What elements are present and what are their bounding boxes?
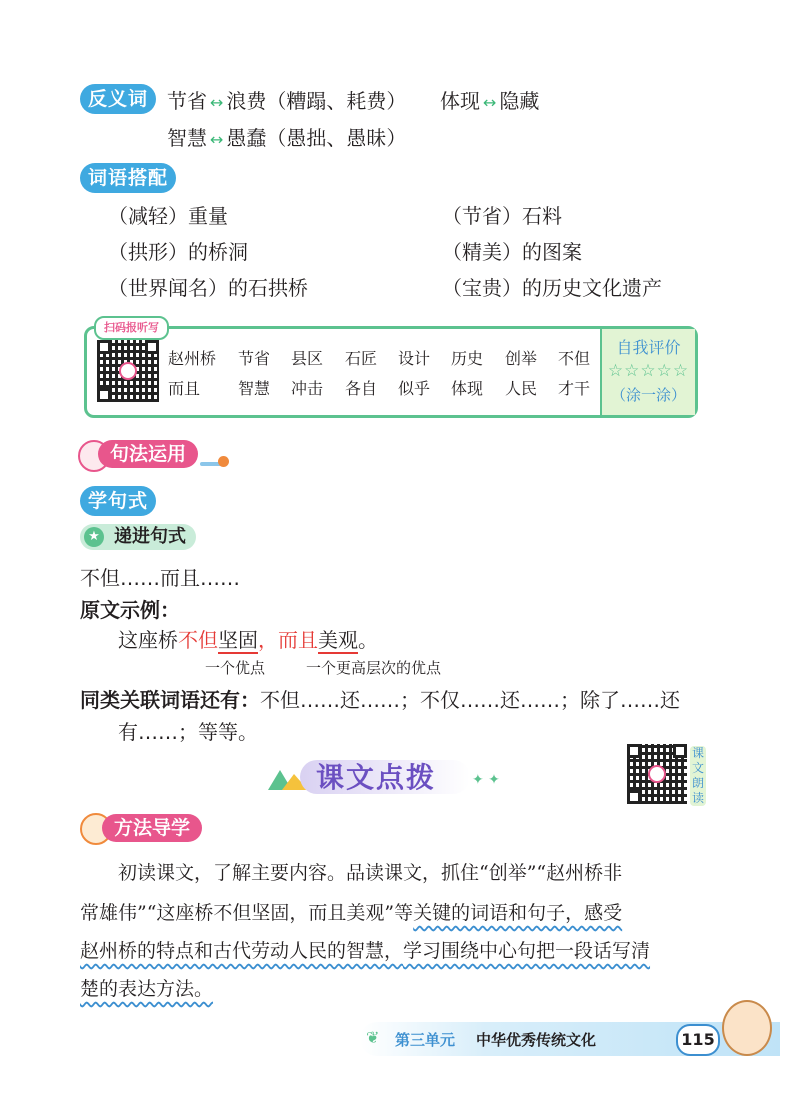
collocation-item: （精美）的图案 [442,240,582,264]
lesson-banner: 课文点拨 [316,761,437,794]
paragraph-line-1: 初读课文，了解主要内容。品读课文，抓住“创举”“赵州桥非 [118,862,623,884]
paragraph-line-2 [80,898,622,925]
paragraph-highlight: 楚的表达方法。 [80,978,214,1000]
qr-logo-icon [648,765,666,783]
self-eval-hint: （涂一涂） [610,386,686,404]
collocation-item: （世界闻名）的石拱桥 [108,276,308,300]
paragraph-line-4 [80,974,213,1001]
collocation-item: （宝贵）的历史文化遗产 [442,276,662,300]
pattern-text: 不但……而且…… [80,566,240,590]
paragraph-line-3 [80,936,650,963]
reading-qr-code[interactable] [627,744,687,804]
pattern-title [80,524,196,550]
dictation-word: 冲击 [291,379,324,398]
annotation-1: 一个优点 [205,659,266,677]
antonym-tag: 反义词 [80,84,156,114]
self-evaluation-panel [600,329,695,415]
dictation-qr-code[interactable] [97,340,159,402]
dictation-word: 体现 [451,379,484,398]
footer-unit: 第三单元 [395,1031,456,1049]
method-heading: 方法导学 [102,814,202,842]
keyword-erqie: 而且 [278,628,318,652]
paragraph-text: 常雄伟”“这座桥不但坚固，而且美观”等 [80,902,414,924]
dictation-word: 设计 [398,349,431,368]
reading-qr-label: 课文朗读 [691,746,704,805]
similar-connectives [80,684,680,713]
antonym-word: 隐藏 [499,89,540,113]
dictation-word: 县区 [291,349,324,368]
antonym-pair-1 [167,85,406,114]
dictation-word: 创举 [505,349,538,368]
pattern-title-text: 递进句式 [114,526,186,547]
paragraph-highlight: 学习围绕中心句把一段话写清 [403,940,651,962]
dictation-tab: 扫码报听写 [94,316,169,340]
antonym-pair-3 [167,122,406,151]
ox-mascot-icon [722,1000,772,1056]
antonym-word: 体现 [440,89,480,113]
similar-line-1: 不但……还……；不仅……还……；除了……还 [260,688,680,712]
annotation-2: 一个更高层次的优点 [306,659,442,677]
qr-corner [97,388,111,402]
qr-corner [673,744,687,758]
footer-unit-title: 中华优秀传统文化 [476,1031,597,1049]
antonym-word: 愚蠢（愚拙、愚昧） [226,126,407,150]
similar-label: 同类关联词语还有： [80,688,260,712]
example-period: 。 [358,628,378,652]
collocation-item: （减轻）重量 [108,204,228,228]
collocation-tag: 词语搭配 [80,163,176,193]
qr-corner [627,790,641,804]
learn-pattern-tag: 学句式 [80,486,156,516]
collocation-item: （拱形）的桥洞 [108,240,248,264]
rating-stars-icon[interactable]: ☆☆☆☆☆ [607,361,690,381]
dictation-word: 人民 [505,379,538,398]
dictation-word: 似乎 [398,379,431,398]
qr-corner [627,744,641,758]
leaf-icon: ❦ [366,1028,380,1047]
sprout-icon: ✦ ✦ [472,772,500,788]
antonym-word: 智慧 [167,126,207,150]
example-sentence [118,624,378,653]
dictation-word: 而且 [168,379,201,398]
dictation-word: 赵州桥 [168,349,217,368]
dictation-word: 石匠 [345,349,378,368]
qr-corner [97,340,111,354]
page-number: 115 [676,1024,720,1056]
self-eval-title: 自我评价 [616,338,681,357]
syntax-heading: 句法运用 [98,440,198,468]
example-label: 原文示例： [80,598,180,622]
paragraph-highlight: 赵州桥的特点和古代劳动人民的智慧， [80,940,404,962]
example-advantage-1: 坚固 [218,628,258,652]
example-advantage-2: 美观 [318,628,358,652]
similar-line-2: 有……；等等。 [118,720,258,744]
dictation-word: 才干 [558,379,591,398]
dictation-word: 不但 [558,349,591,368]
double-arrow-icon: ↔ [210,130,224,149]
double-arrow-icon: ↔ [483,93,497,112]
dictation-word: 历史 [451,349,484,368]
qr-corner [145,340,159,354]
dictation-word: 各自 [345,379,378,398]
dictation-word: 节省 [238,349,271,368]
paragraph-highlight: 关键的词语和句子，感受 [413,902,623,924]
example-text: 这座桥 [118,628,178,652]
dictation-word: 智慧 [238,379,271,398]
keyword-budan: 不但 [178,628,218,652]
example-comma: ， [258,628,278,652]
double-arrow-icon: ↔ [210,93,224,112]
carrot-icon [218,456,229,467]
antonym-word: 浪费（糟蹋、耗费） [226,89,407,113]
antonym-word: 节省 [167,89,207,113]
qr-logo-icon [119,362,137,380]
collocation-item: （节省）石料 [442,204,562,228]
antonym-pair-2 [440,85,539,114]
star-icon: ★ [84,527,104,547]
